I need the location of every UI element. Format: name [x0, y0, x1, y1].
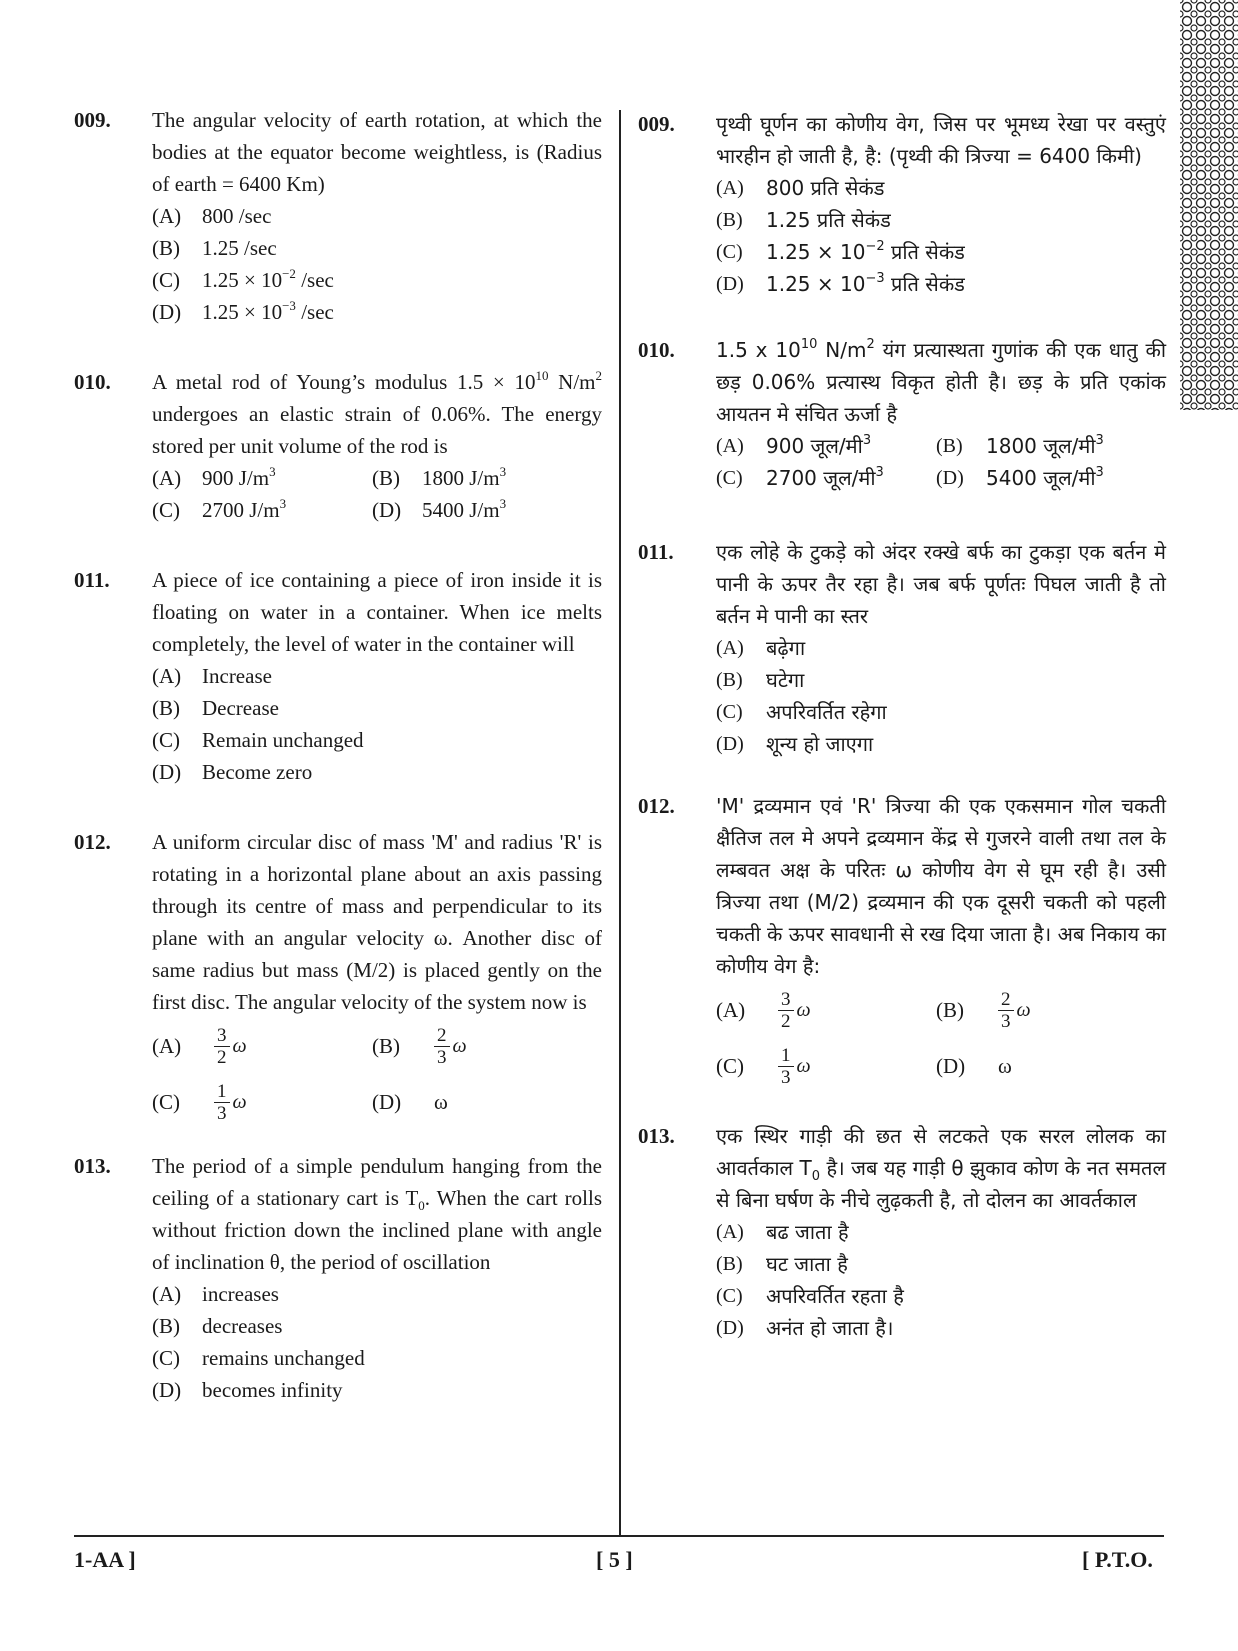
- question-011-hi: [638, 536, 1166, 760]
- question-012-en: [74, 826, 602, 1130]
- question-010-en: [74, 366, 602, 526]
- option-b: (B) 1800 जूल/मी$^3$: [936, 433, 1104, 458]
- option-d: (D) अनंत हो जाता है।: [716, 1316, 894, 1340]
- option-c: (C) $\frac{1}{3}$ ω: [716, 1044, 811, 1088]
- question-009-hi: [638, 108, 1166, 300]
- question-text: एक स्थिर गाड़ी की छत से लटकते एक सरल लोलक का आवर्तकाल $T_0$ है। जब यह गाड़ी θ झुकाव कोण के नत समतल से बिना घर्षण के नीचे लुढ़कती है, तो दोलन का आवर्तकाल: [716, 1124, 1167, 1212]
- option-d: (D) शून्य हो जाएगा: [716, 732, 874, 756]
- column-divider: [619, 110, 621, 1535]
- decorative-border-pattern: [1180, 0, 1238, 410]
- option-a: (A) $\frac{3}{2}$ ω: [152, 1024, 247, 1068]
- booklet-code: 1-AA ]: [74, 1547, 136, 1572]
- question-text: पृथ्वी घूर्णन का कोणीय वेग, जिस पर भूमध्य रेखा पर वस्तुएं भारहीन हो जाती है, है: (पृथ्वी की त्रिज्या = 6400 किमी): [716, 112, 1166, 168]
- option-c: (C) remains unchanged: [152, 1346, 365, 1370]
- question-012-hi: [638, 790, 1166, 1094]
- question-number: 011.: [638, 540, 674, 564]
- pto-label: [ P.T.O.: [1082, 1547, 1153, 1572]
- question-number: 009.: [74, 108, 111, 132]
- page-number: [ 5 ]: [596, 1547, 633, 1572]
- question-number: 012.: [74, 830, 111, 854]
- option-b: (B) 1800 $J/m^3$: [372, 464, 507, 490]
- option-c: (C) 2700 $J/m^3$: [152, 496, 287, 522]
- question-011-en: [74, 564, 602, 788]
- option-c: (C) अपरिवर्तित रहेगा: [716, 700, 887, 724]
- english-column: [74, 100, 602, 1406]
- question-text: A metal rod of Young’s modulus $1.5 \times 10^{10}$ $N/m^2$ undergoes an elastic strain of 0.06%. The energy stored per unit volume of the rod is: [152, 368, 602, 458]
- option-c: (C) $1.25 \times 10^{-2}$ प्रति सेकंड: [716, 239, 965, 264]
- option-a: (A) बढ जाता है: [716, 1220, 849, 1244]
- question-013-en: [74, 1150, 602, 1406]
- option-a: (A) बढ़ेगा: [716, 636, 806, 660]
- option-c: (C) $\frac{1}{3}$ ω: [152, 1080, 247, 1124]
- option-b: (B) $\frac{2}{3}$ ω: [372, 1024, 467, 1068]
- option-a: (A) 800 /sec: [152, 204, 272, 228]
- option-d: (D) 5400 $J/m^3$: [372, 496, 507, 522]
- option-c: (C) अपरिवर्तित रहता है: [716, 1284, 904, 1308]
- option-d: (D) Become zero: [152, 760, 313, 784]
- option-d: (D) $1.25 \times 10^{-3}$ /sec: [152, 298, 334, 324]
- question-text: The angular velocity of earth rotation, at which the bodies at the equator become weightless, is (Radius of earth = 6400 Km): [152, 108, 602, 196]
- option-d: (D) ω: [936, 1053, 1012, 1078]
- option-a: (A) 900 जूल/मी$^3$: [716, 433, 872, 458]
- question-number: 013.: [638, 1124, 675, 1148]
- option-c: (C) 2700 जूल/मी$^3$: [716, 465, 884, 490]
- option-c: (C) Remain unchanged: [152, 728, 364, 752]
- option-c: (C) $1.25 \times 10^{-2}$ /sec: [152, 266, 334, 292]
- option-d: (D) $1.25 \times 10^{-3}$ प्रति सेकंड: [716, 271, 965, 296]
- question-013-hi: [638, 1120, 1166, 1344]
- option-b: (B) decreases: [152, 1314, 283, 1338]
- option-b: (B) घटेगा: [716, 668, 805, 692]
- question-text: A uniform circular disc of mass 'M' and radius 'R' is rotating in a horizontal plane about an axis passing through its centre of mass and perpendicular to its plane with an angular velocity ω. Another disc of same radius but mass (M/2) is placed gently on the first disc. The angular velocity of the system now is: [152, 830, 602, 1014]
- question-number: 010.: [638, 338, 675, 362]
- option-b: (B) 1.25 /sec: [152, 236, 277, 260]
- option-b: (B) 1.25 प्रति सेकंड: [716, 208, 891, 232]
- question-number: 011.: [74, 568, 110, 592]
- question-text: The period of a simple pendulum hanging from the ceiling of a stationary cart is $T_0$. When the cart rolls without friction down the inclined plane with angle of inclination θ, the period of oscillation: [152, 1154, 602, 1274]
- option-d: (D) 5400 जूल/मी$^3$: [936, 465, 1104, 490]
- option-a: (A) increases: [152, 1282, 279, 1306]
- option-a: (A) Increase: [152, 664, 272, 688]
- hindi-column: [638, 100, 1166, 1344]
- option-a: (A) $\frac{3}{2}$ ω: [716, 988, 811, 1032]
- question-009-en: [74, 104, 602, 328]
- question-text: 'M' द्रव्यमान एवं 'R' त्रिज्या की एक एकसमान गोल चकती क्षैतिज तल मे अपने द्रव्यमान केंद्र से गुजरने वाली तथा तल के लम्बवत अक्ष के परितः ω कोणीय वेग से घूम रही है। उसी त्रिज्या तथा (M/2) द्रव्यमान की एक दूसरी चकती को पहली चकती के ऊपर सावधानी से रख दिया जाता है। अब निकाय का कोणीय वेग है:: [716, 794, 1166, 978]
- question-number: 010.: [74, 370, 111, 394]
- footer-rule: [74, 1535, 1164, 1537]
- option-a: (A) 900 $J/m^3$: [152, 464, 276, 490]
- option-b: (B) घट जाता है: [716, 1252, 848, 1276]
- option-b: (B) $\frac{2}{3}$ ω: [936, 988, 1031, 1032]
- option-b: (B) Decrease: [152, 696, 279, 720]
- option-d: (D) becomes infinity: [152, 1378, 343, 1402]
- question-text: एक लोहे के टुकड़े को अंदर रक्खे बर्फ का टुकड़ा एक बर्तन मे पानी के ऊपर तैर रहा है। जब बर्फ पूर्णतः पिघल जाती है तो बर्तन मे पानी का स्तर: [716, 540, 1166, 628]
- question-number: 012.: [638, 794, 675, 818]
- option-d: (D) ω: [372, 1089, 448, 1114]
- question-text: 1.5 x $10^{10}$ $N/m^2$ यंग प्रत्यास्थता गुणांक की एक धातु की छड़ 0.06% प्रत्यास्थ विकृत होती है। छड़ के प्रति एकांक आयतन मे संचित ऊर्जा है: [716, 337, 1167, 426]
- question-010-hi: [638, 334, 1166, 494]
- question-text: A piece of ice containing a piece of iron inside it is floating on water in a container. When ice melts completely, the level of water in the container will: [152, 568, 602, 656]
- question-number: 009.: [638, 112, 675, 136]
- option-a: (A) 800 प्रति सेकंड: [716, 176, 885, 200]
- question-number: 013.: [74, 1154, 111, 1178]
